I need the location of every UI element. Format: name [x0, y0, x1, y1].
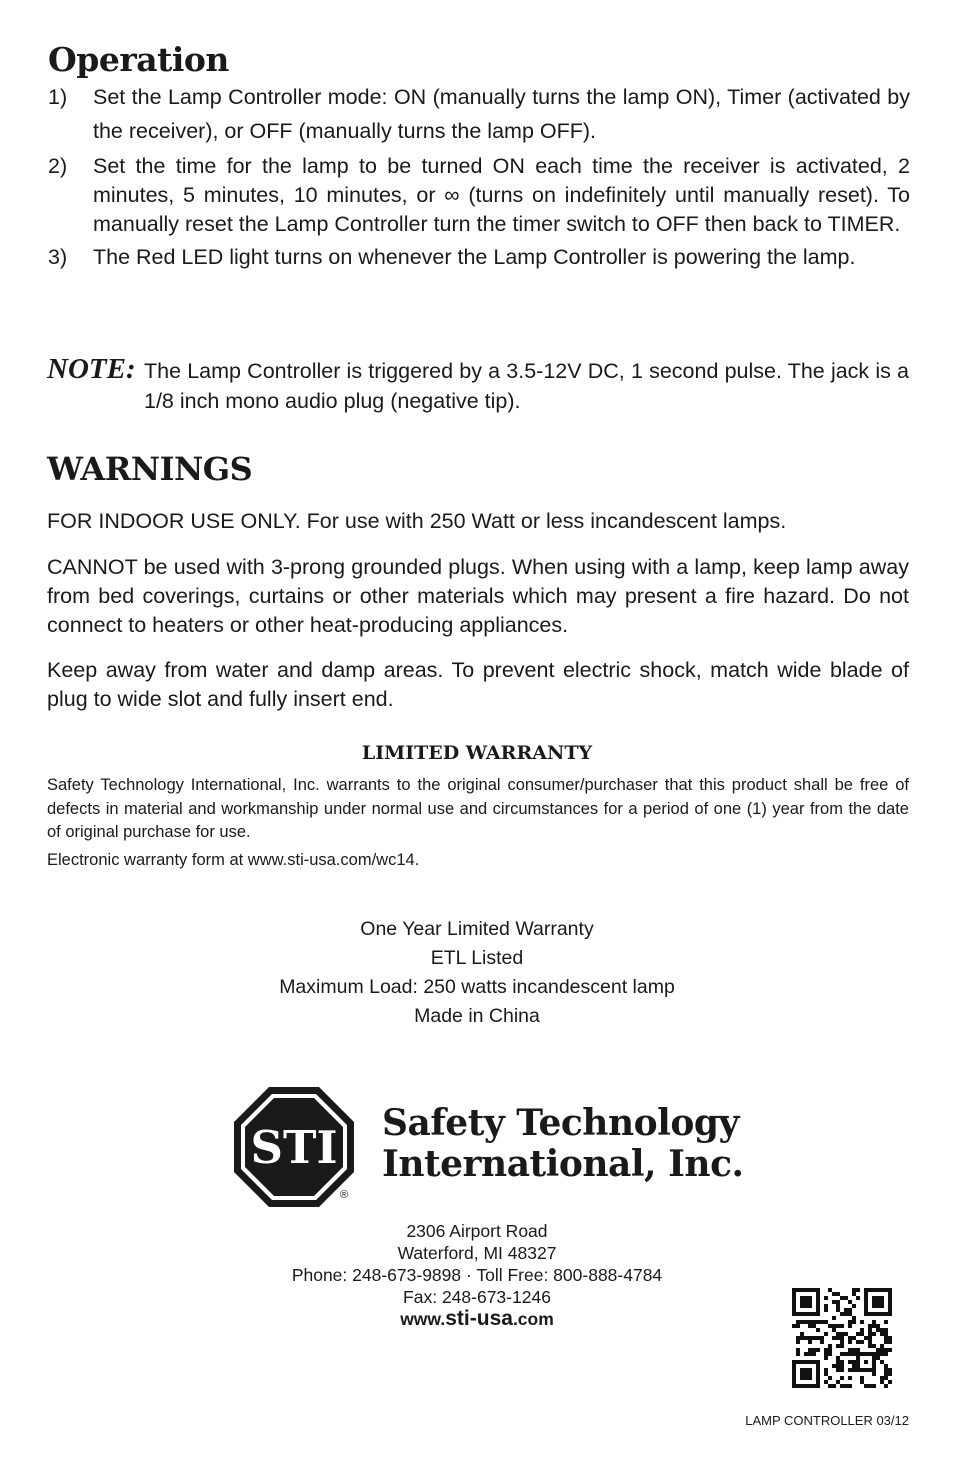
operation-step [48, 80, 910, 148]
warranty-electronic-form: Electronic warranty form at www.sti-usa.com/wc14. [47, 851, 420, 869]
logo-text: STI [250, 1121, 338, 1174]
company-name [382, 1103, 744, 1185]
operation-step [48, 152, 910, 239]
limited-warranty-heading: LIMITED WARRANTY [361, 742, 593, 764]
qr-code-icon [792, 1288, 892, 1388]
operation-heading: Operation [48, 40, 229, 79]
step-number: 1) [48, 85, 68, 109]
address-city: Waterford, MI 48327 [397, 1243, 557, 1263]
fax-line: Fax: 248-673-1246 [403, 1287, 551, 1307]
note-text: The Lamp Controller is triggered by a 3.5-12V DC, 1 second pulse. The jack is a 1/8 inch mono audio plug (negative tip). [144, 359, 909, 413]
company-name-line: International, Inc. [382, 1143, 744, 1185]
step-text: Set the Lamp Controller mode: ON (manually turns the lamp ON), Timer (activated by the receiver), or OFF (manually turns the lamp OFF). [93, 85, 910, 143]
warnings-heading: WARNINGS [47, 450, 253, 488]
web-domain: sti-usa [445, 1307, 513, 1330]
company-name-line: Safety Technology [382, 1102, 739, 1144]
address-street: 2306 Airport Road [406, 1221, 548, 1241]
warranty-text: Safety Technology International, Inc. warrants to the original consumer/purchaser that this product shall be free of defects in material and workmanship under normal use and circumstances for a period of one (1) year from the date of original purchase for use. [47, 776, 909, 841]
product-specs [0, 915, 954, 1031]
warning-paragraph: FOR INDOOR USE ONLY. For use with 250 Watt or less incandescent lamps. [47, 509, 787, 533]
footer-code: LAMP CONTROLLER 03/12 [745, 1413, 909, 1428]
note-block [47, 353, 909, 416]
registered-mark: ® [340, 1189, 349, 1201]
step-number: 3) [48, 245, 68, 269]
spec-line: Maximum Load: 250 watts incandescent lamp [279, 976, 675, 998]
operation-step [48, 243, 910, 272]
step-text: Set the time for the lamp to be turned ON each time the receiver is activated, 2 minutes, 5 minutes, 10 minutes, or ∞ (turns on indefinitely until manually reset). To manually reset the Lamp Controller turn the timer switch to OFF then back to TIMER. [93, 154, 910, 236]
phone-line: Phone: 248-673-9898 · Toll Free: 800-888-4784 [291, 1265, 663, 1285]
spec-line: One Year Limited Warranty [360, 918, 594, 940]
warning-paragraph: CANNOT be used with 3-prong grounded plugs. When using with a lamp, keep lamp away from bed coverings, curtains or other materials which may present a fire hazard. Do not connect to heaters or other heat-producing appliances. [47, 555, 909, 637]
spec-line: ETL Listed [430, 947, 524, 969]
note-label: NOTE: [47, 353, 136, 385]
spec-line: Made in China [414, 1005, 540, 1027]
step-number: 2) [48, 154, 68, 178]
step-text: The Red LED light turns on whenever the Lamp Controller is powering the lamp. [93, 245, 856, 269]
web-prefix: www. [400, 1309, 446, 1329]
operation-steps [48, 80, 910, 276]
warning-paragraph: Keep away from water and damp areas. To prevent electric shock, match wide blade of plug to wide slot and fully insert end. [47, 658, 909, 711]
sti-logo [232, 1085, 356, 1209]
web-suffix: .com [512, 1309, 554, 1329]
